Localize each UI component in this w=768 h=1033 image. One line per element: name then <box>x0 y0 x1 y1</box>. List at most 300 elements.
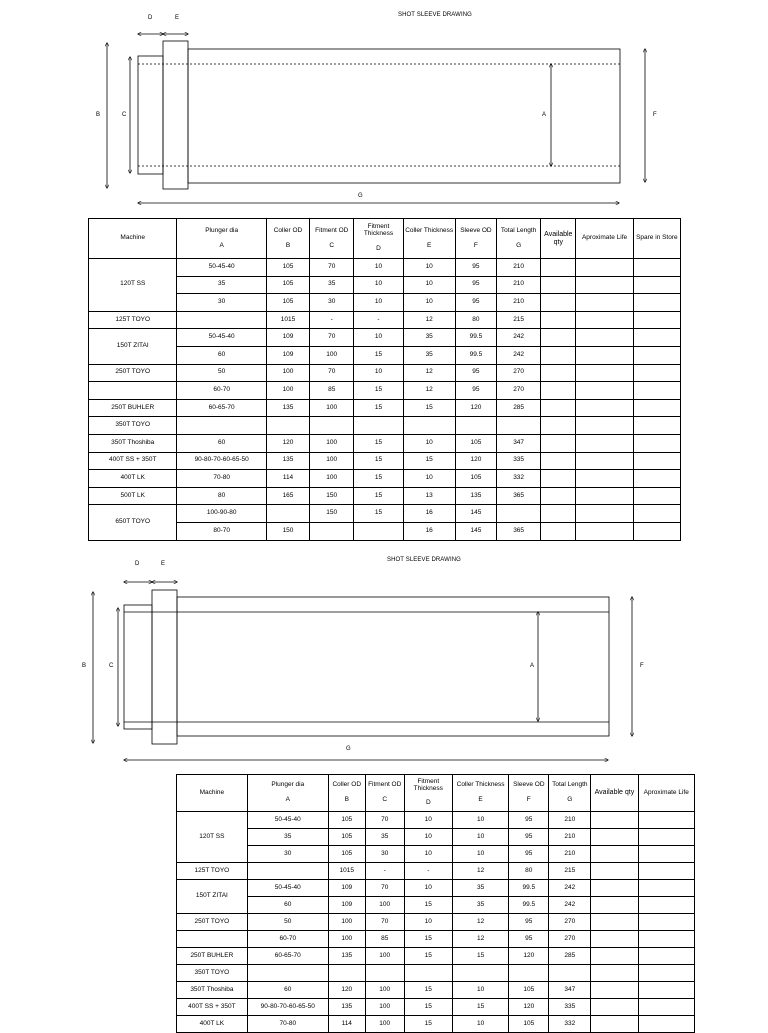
table-row <box>89 522 681 540</box>
table-cell: 10 <box>403 276 455 294</box>
table-cell: 105 <box>266 259 309 277</box>
table-cell: 100 <box>365 1016 404 1033</box>
table-cell: 120 <box>266 434 309 452</box>
table-cell: 10 <box>403 434 455 452</box>
table-cell: 100 <box>365 982 404 999</box>
table-row <box>177 982 695 999</box>
column-header <box>310 219 354 259</box>
table-cell: 35 <box>247 829 328 846</box>
table-cell: 120 <box>509 948 549 965</box>
table-cell: 150 <box>266 522 309 540</box>
table-cell: 95 <box>509 931 549 948</box>
empty-cell <box>633 487 680 505</box>
machine-cell: 250T TOYO <box>177 914 248 931</box>
table-cell: 135 <box>455 487 496 505</box>
table-cell: 215 <box>497 311 541 329</box>
column-header-code: B <box>285 241 291 249</box>
table-row <box>89 382 681 400</box>
table-cell <box>549 965 591 982</box>
table-row <box>177 914 695 931</box>
table-row <box>89 294 681 312</box>
table-cell: 60-65-70 <box>247 948 328 965</box>
column-header-label: Fitment Thickness <box>413 777 443 792</box>
table-cell: 15 <box>354 434 403 452</box>
column-header-code: B <box>344 796 349 803</box>
dim-label-c-2: C <box>109 663 114 669</box>
dim-label-g-1: G <box>358 193 363 199</box>
machine-cell <box>89 382 177 400</box>
table-row <box>89 259 681 277</box>
column-header <box>633 219 680 259</box>
machine-cell: 150T ZITAI <box>177 880 248 914</box>
table-row <box>89 346 681 364</box>
table-cell: 12 <box>452 931 508 948</box>
table-cell: 109 <box>266 346 309 364</box>
empty-cell <box>541 470 576 488</box>
column-header-label: Available qty <box>544 231 573 246</box>
table-cell: 10 <box>452 812 508 829</box>
machine-cell: 500T LK <box>89 487 177 505</box>
table-cell: 100 <box>266 364 309 382</box>
shot-sleeve-drawing-1 <box>0 0 768 215</box>
table-cell: 242 <box>497 346 541 364</box>
machine-cell: 350T Thoshiba <box>89 434 177 452</box>
drawing-title-1: SHOT SLEEVE DRAWING <box>398 12 472 18</box>
empty-cell <box>541 294 576 312</box>
empty-cell <box>576 399 633 417</box>
table-cell: 100 <box>310 434 354 452</box>
table-cell: 285 <box>497 399 541 417</box>
table-cell <box>497 505 541 523</box>
table-cell: 95 <box>455 382 496 400</box>
table-cell <box>365 965 404 982</box>
empty-cell <box>638 999 694 1016</box>
table-cell: 60-70 <box>177 382 266 400</box>
table-cell: 90-80-70-60-65-50 <box>177 452 266 470</box>
table-cell: 30 <box>177 294 266 312</box>
empty-cell <box>633 259 680 277</box>
column-header-code: G <box>516 241 522 249</box>
table-cell: 60-65-70 <box>177 399 266 417</box>
empty-cell <box>576 259 633 277</box>
empty-cell <box>591 1016 638 1033</box>
empty-cell <box>633 364 680 382</box>
table-cell: 70-80 <box>247 1016 328 1033</box>
column-header-label: Plunger dia <box>205 226 239 234</box>
table-cell: 15 <box>404 999 452 1016</box>
table-cell: 105 <box>328 846 365 863</box>
empty-cell <box>638 948 694 965</box>
empty-cell <box>576 417 633 435</box>
empty-cell <box>638 931 694 948</box>
column-header <box>365 775 404 812</box>
empty-cell <box>576 382 633 400</box>
empty-cell <box>541 382 576 400</box>
machine-cell <box>177 931 248 948</box>
table-row <box>89 329 681 347</box>
column-header-label: Sleeve OD <box>513 781 545 789</box>
table-cell: 15 <box>354 382 403 400</box>
table-header-row <box>177 775 695 812</box>
table-cell: 15 <box>354 399 403 417</box>
table-cell: 35 <box>310 276 354 294</box>
table-cell <box>247 863 328 880</box>
machine-cell: 400T SS + 350T <box>89 452 177 470</box>
empty-cell <box>638 897 694 914</box>
table-row <box>89 470 681 488</box>
table-cell: 105 <box>266 276 309 294</box>
column-header-code: D <box>376 244 381 252</box>
table-row <box>177 965 695 982</box>
table-cell: 10 <box>452 982 508 999</box>
column-header-code: D <box>425 799 431 807</box>
table-cell <box>404 965 452 982</box>
table-cell: 100 <box>365 897 404 914</box>
table-cell: 105 <box>509 982 549 999</box>
table-cell: 60 <box>247 982 328 999</box>
dim-label-e-1: E <box>175 15 180 21</box>
table-row <box>177 999 695 1016</box>
table-cell: 70 <box>310 259 354 277</box>
table-cell: 165 <box>266 487 309 505</box>
table-cell: 105 <box>328 829 365 846</box>
table-cell: 335 <box>549 999 591 1016</box>
table-cell: 10 <box>452 1016 508 1033</box>
table-row <box>89 311 681 329</box>
table-cell: 10 <box>354 294 403 312</box>
column-header <box>177 775 248 812</box>
table-cell: - <box>310 311 354 329</box>
dim-label-d-1: D <box>148 15 153 21</box>
empty-cell <box>638 863 694 880</box>
empty-cell <box>633 505 680 523</box>
table-cell: 95 <box>455 364 496 382</box>
dim-label-a-1: A <box>542 112 547 118</box>
table-cell: 80 <box>177 487 266 505</box>
table-cell: 335 <box>497 452 541 470</box>
column-header <box>638 775 694 812</box>
table-cell: 50-45-40 <box>247 812 328 829</box>
column-header-code: E <box>478 796 483 803</box>
table-cell: 10 <box>404 880 452 897</box>
table-cell: 85 <box>365 931 404 948</box>
table-cell: 10 <box>452 829 508 846</box>
table-cell: 10 <box>404 829 452 846</box>
table-cell: 109 <box>266 329 309 347</box>
table-cell: 210 <box>549 812 591 829</box>
table-row <box>177 829 695 846</box>
table-cell: 15 <box>452 948 508 965</box>
dim-label-c-1: C <box>122 112 127 118</box>
table-cell: 10 <box>354 329 403 347</box>
machine-cell: 400T LK <box>89 470 177 488</box>
table-cell: 210 <box>497 259 541 277</box>
machine-cell: 650T TOYO <box>89 505 177 540</box>
column-header-code: E <box>427 241 432 249</box>
empty-cell <box>576 470 633 488</box>
table-row <box>89 399 681 417</box>
machine-cell: 250T BUHLER <box>89 399 177 417</box>
table-row <box>89 364 681 382</box>
table-cell: 80 <box>509 863 549 880</box>
table-cell: 100 <box>310 346 354 364</box>
table-cell: 114 <box>328 1016 365 1033</box>
column-header <box>497 219 541 259</box>
empty-cell <box>591 948 638 965</box>
table-cell <box>247 965 328 982</box>
empty-cell <box>541 452 576 470</box>
column-header-label: Aproximate Life <box>643 788 689 796</box>
table-cell: 10 <box>404 914 452 931</box>
table-cell: 70 <box>365 914 404 931</box>
table-cell: 95 <box>509 829 549 846</box>
column-header <box>354 219 403 259</box>
table-cell: 80 <box>455 311 496 329</box>
table-cell: 105 <box>455 470 496 488</box>
table-cell: 85 <box>310 382 354 400</box>
machine-cell: 350T Thoshiba <box>177 982 248 999</box>
empty-cell <box>633 399 680 417</box>
machine-cell: 125T TOYO <box>177 863 248 880</box>
column-header-label: Plunger dia <box>271 781 305 789</box>
empty-cell <box>633 311 680 329</box>
table-row <box>177 931 695 948</box>
empty-cell <box>591 914 638 931</box>
dim-label-f-1: F <box>653 112 657 118</box>
table-cell: 10 <box>354 364 403 382</box>
table-cell: 95 <box>455 276 496 294</box>
table-cell: 242 <box>497 329 541 347</box>
empty-cell <box>633 434 680 452</box>
dim-label-e-2: E <box>161 561 166 567</box>
table-cell <box>310 417 354 435</box>
table-cell: 99.5 <box>509 880 549 897</box>
empty-cell <box>638 829 694 846</box>
column-header-code: C <box>329 241 335 249</box>
column-header <box>509 775 549 812</box>
table-cell: 15 <box>354 470 403 488</box>
column-header-label: Sleeve OD <box>460 226 492 234</box>
table-cell <box>455 417 496 435</box>
table-cell <box>266 417 309 435</box>
table-cell <box>354 417 403 435</box>
table-row <box>177 846 695 863</box>
table-cell: 10 <box>403 470 455 488</box>
table-cell: 30 <box>365 846 404 863</box>
table-cell: 365 <box>497 487 541 505</box>
table-cell: 105 <box>455 434 496 452</box>
table-cell: 15 <box>404 948 452 965</box>
column-header-code: G <box>567 796 573 803</box>
empty-cell <box>591 931 638 948</box>
table-cell: 15 <box>452 999 508 1016</box>
table-cell: 50 <box>177 364 266 382</box>
table-cell: 210 <box>497 276 541 294</box>
empty-cell <box>541 522 576 540</box>
table-cell: 100-90-80 <box>177 505 266 523</box>
table-cell <box>497 417 541 435</box>
table-row <box>177 863 695 880</box>
empty-cell <box>541 364 576 382</box>
empty-cell <box>638 1016 694 1033</box>
table-row <box>89 487 681 505</box>
table-cell: 16 <box>403 522 455 540</box>
table-cell: 15 <box>404 897 452 914</box>
machine-cell: 250T TOYO <box>89 364 177 382</box>
machine-cell: 350T TOYO <box>89 417 177 435</box>
table-cell: 10 <box>404 812 452 829</box>
empty-cell <box>591 846 638 863</box>
table-cell: 70 <box>365 880 404 897</box>
column-header-label: Fitment OD <box>368 781 402 789</box>
table-cell: 332 <box>549 1016 591 1033</box>
column-header-label: Fitment Thickness <box>363 223 394 238</box>
machine-cell: 120T SS <box>177 812 248 863</box>
table-row <box>177 897 695 914</box>
table-cell: 120 <box>455 452 496 470</box>
table-row <box>89 434 681 452</box>
table-cell: 30 <box>247 846 328 863</box>
table-cell: 100 <box>310 399 354 417</box>
empty-cell <box>541 505 576 523</box>
column-header-label: Total Length <box>500 226 537 234</box>
table-cell: 60 <box>247 897 328 914</box>
column-header <box>266 219 309 259</box>
table-cell: 109 <box>328 897 365 914</box>
column-header-code: F <box>526 796 531 803</box>
table-cell: 100 <box>266 382 309 400</box>
empty-cell <box>633 382 680 400</box>
spec-table-1 <box>88 218 681 541</box>
table-cell: 120 <box>509 999 549 1016</box>
table-cell: 60 <box>177 434 266 452</box>
table-cell: 15 <box>404 982 452 999</box>
dim-label-f-2: F <box>640 663 644 669</box>
table-cell: 150 <box>310 505 354 523</box>
table-cell: 80-70 <box>177 522 266 540</box>
table-cell: 100 <box>310 470 354 488</box>
table-cell: 210 <box>549 846 591 863</box>
table-cell: 10 <box>354 259 403 277</box>
column-header <box>452 775 508 812</box>
dim-label-b-2: B <box>82 663 87 669</box>
drawing-title-2: SHOT SLEEVE DRAWING <box>387 557 461 563</box>
empty-cell <box>638 846 694 863</box>
machine-cell: 350T TOYO <box>177 965 248 982</box>
empty-cell <box>541 434 576 452</box>
table-cell: 35 <box>177 276 266 294</box>
table-cell: 95 <box>509 914 549 931</box>
table-cell: 105 <box>509 1016 549 1033</box>
table-cell: 242 <box>549 880 591 897</box>
empty-cell <box>638 880 694 897</box>
empty-cell <box>638 982 694 999</box>
table-cell: 15 <box>404 931 452 948</box>
table-cell: 12 <box>452 914 508 931</box>
table-cell: 145 <box>455 505 496 523</box>
empty-cell <box>576 452 633 470</box>
table-cell: 114 <box>266 470 309 488</box>
table-cell: 285 <box>549 948 591 965</box>
empty-cell <box>576 276 633 294</box>
table-cell: 10 <box>403 294 455 312</box>
table-cell: 215 <box>549 863 591 880</box>
table-cell: 70 <box>310 329 354 347</box>
empty-cell <box>591 999 638 1016</box>
empty-cell <box>638 914 694 931</box>
table-cell: 135 <box>266 399 309 417</box>
table-cell: 1015 <box>328 863 365 880</box>
empty-cell <box>541 487 576 505</box>
table-cell: 105 <box>328 812 365 829</box>
table-cell: 10 <box>354 276 403 294</box>
empty-cell <box>541 399 576 417</box>
table-cell: 332 <box>497 470 541 488</box>
table-cell: 70 <box>310 364 354 382</box>
table-cell <box>310 522 354 540</box>
column-header-label: Coller Thickness <box>405 226 454 234</box>
table-cell: 50-45-40 <box>177 329 266 347</box>
table-cell: 15 <box>354 487 403 505</box>
column-header-label: Fitment OD <box>315 226 349 234</box>
column-header-code: A <box>285 796 290 803</box>
table-cell: 100 <box>310 452 354 470</box>
machine-cell: 400T LK <box>177 1016 248 1033</box>
table-cell <box>509 965 549 982</box>
table-cell <box>328 965 365 982</box>
empty-cell <box>576 346 633 364</box>
column-header-label: Coller Thickness <box>456 781 505 789</box>
table-row <box>177 880 695 897</box>
empty-cell <box>638 812 694 829</box>
machine-cell: 400T SS + 350T <box>177 999 248 1016</box>
table-cell: 210 <box>549 829 591 846</box>
empty-cell <box>541 329 576 347</box>
empty-cell <box>541 346 576 364</box>
table-cell: 99.5 <box>455 346 496 364</box>
table-cell: 35 <box>403 329 455 347</box>
table-cell: 90-80-70-60-65-50 <box>247 999 328 1016</box>
empty-cell <box>638 965 694 982</box>
table-cell: 150 <box>310 487 354 505</box>
dim-label-d-2: D <box>135 561 140 567</box>
table-cell: 242 <box>549 897 591 914</box>
empty-cell <box>633 276 680 294</box>
empty-cell <box>633 294 680 312</box>
column-header-label: Available qty <box>594 789 635 797</box>
table-cell: 109 <box>328 880 365 897</box>
table-cell: 15 <box>354 346 403 364</box>
table-header-row <box>89 219 681 259</box>
empty-cell <box>591 863 638 880</box>
table-cell: 15 <box>403 452 455 470</box>
table-row <box>177 948 695 965</box>
table-cell: - <box>354 311 403 329</box>
table-cell: 60 <box>177 346 266 364</box>
table-row <box>89 417 681 435</box>
table-cell: 365 <box>497 522 541 540</box>
table-cell: - <box>404 863 452 880</box>
column-header-label: Spare in Store <box>636 234 678 242</box>
empty-cell <box>576 487 633 505</box>
table-cell: 16 <box>403 505 455 523</box>
empty-cell <box>633 346 680 364</box>
column-header <box>591 775 638 812</box>
table-cell: 99.5 <box>455 329 496 347</box>
column-header <box>404 775 452 812</box>
spec-table-2 <box>176 774 695 1033</box>
machine-cell: 250T BUHLER <box>177 948 248 965</box>
